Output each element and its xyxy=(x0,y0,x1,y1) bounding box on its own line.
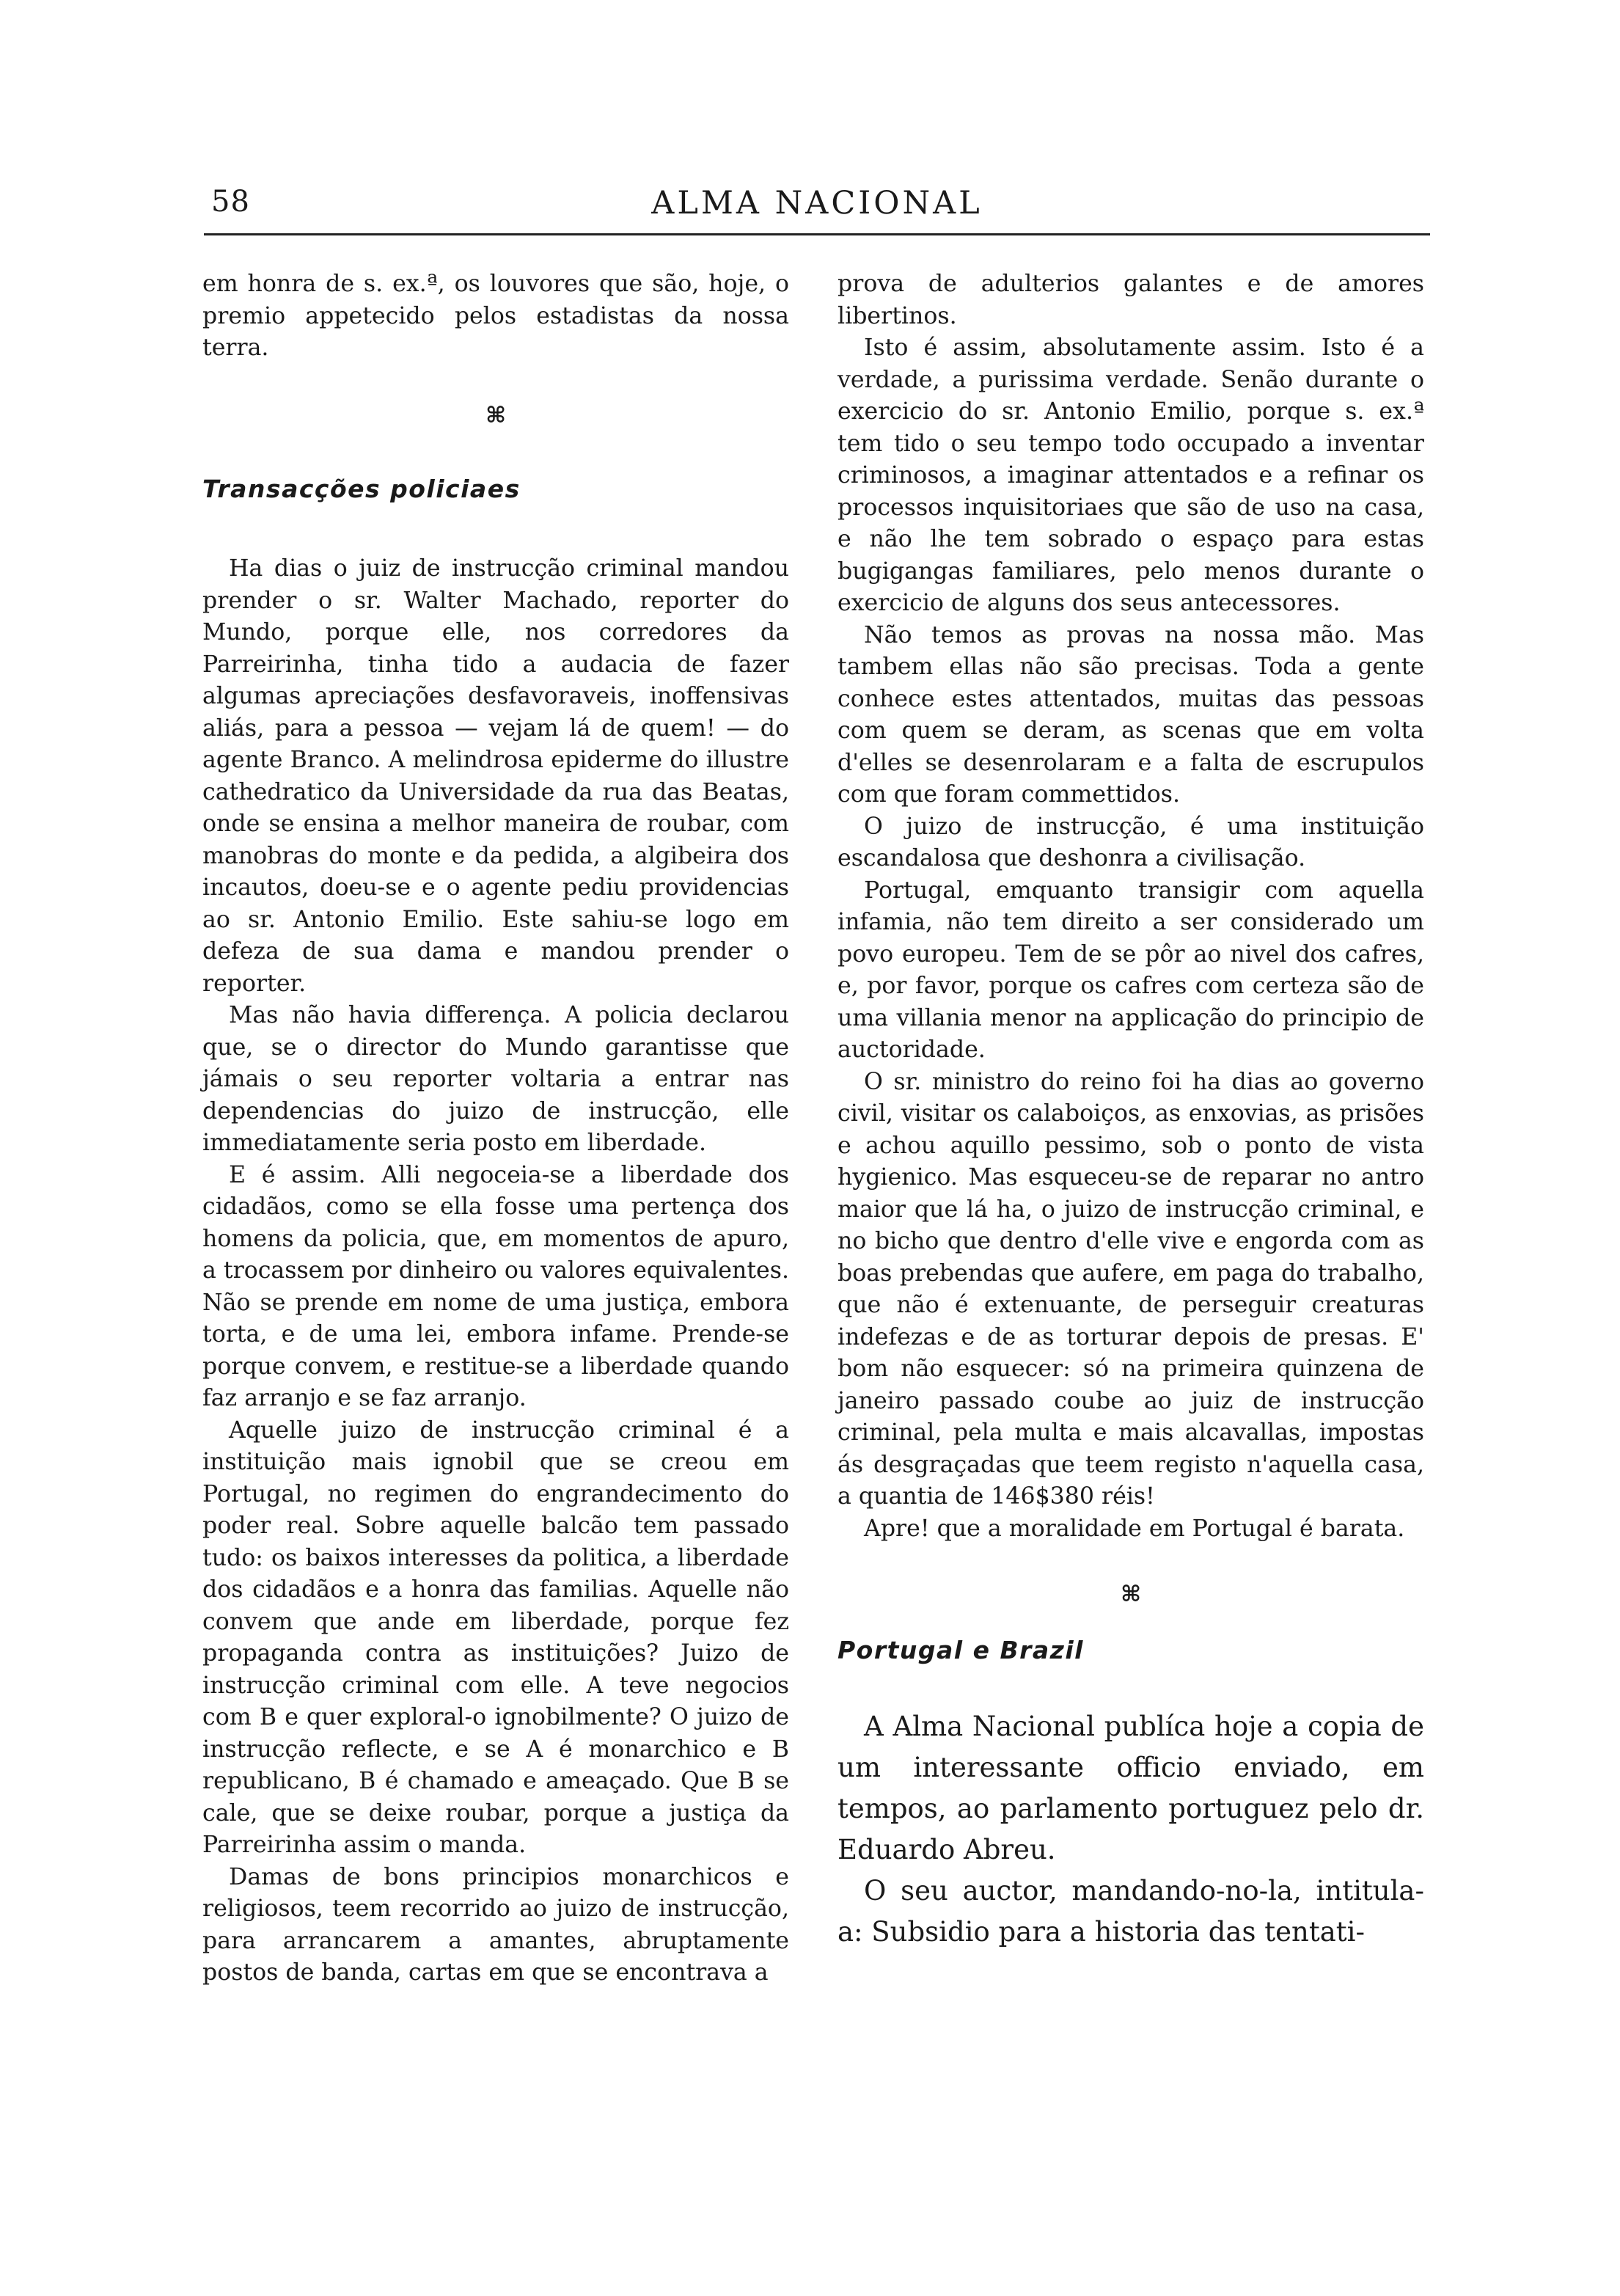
paragraph: A Alma Nacional publíca hoje a copia de um interessante officio enviado, em tempos, ao parlamento portuguez pelo dr. Eduardo Abreu. xyxy=(838,1710,1424,1865)
page-header xyxy=(204,185,1430,229)
paragraph: Apre! que a moralidade em Portugal é barata. xyxy=(864,1515,1405,1542)
paragraph: Ha dias o juiz de instrucção criminal mandou prender o sr. Walter Machado, reporter do Mundo, porque elle, nos corredores da Parreirinha, tinha tido a audacia de fazer algumas apreciações desfavoraveis, inoffensivas aliás, para a pessoa — vejam lá de quem! — do agente Branco. A melindrosa epiderme do illustre cathedratico da Universidade da rua das Beatas, onde se ensina a melhor maneira de roubar, com manobras do monte e da pedida, a algibeira dos incautos, doeu-se e o agente pediu providencias ao sr. Antonio Emilio. Este sahiu-se logo em defeza de sua dama e mandou prender o reporter. xyxy=(202,555,789,997)
paragraph: O juizo de instrucção, é uma instituição escandalosa que deshonra a civilisação. xyxy=(838,813,1424,871)
paragraph: Damas de bons principios monarchicos e religiosos, teem recorrido ao juizo de instrucção, para arrancarem a amantes, abruptamente postos de banda, cartas em que se encontrava a xyxy=(202,1863,789,1986)
article-intro xyxy=(838,1706,1424,1953)
paragraph: Não temos as provas na nossa mão. Mas tambem ellas não são precisas. Toda a gente conhece estes attentados, muitas das pessoas com quem se deram, as scenas que em volta d'elles se desenrolaram e a falta de escrupulos com que foram commettidos. xyxy=(838,621,1424,808)
section-ornament-icon: ⌘ xyxy=(485,402,506,428)
section-title-transaccoes: Transacções policiaes xyxy=(202,474,521,503)
section-title-portugal-brazil: Portugal e Brazil xyxy=(838,1636,1084,1664)
paragraph-continuation: prova de adulterios galantes e de amores libertinos. xyxy=(838,271,1424,329)
paragraph: Aquelle juizo de instrucção criminal é a instituição mais ignobil que se creou em Portugal, no regimen do engrandecimento do poder real. Sobre aquelle balcão tem passado tudo: os baixos interesses da politica, a liberdade dos cidadãos e a honra das familias. Aquelle não convem que ande em liberdade, porque fez propaganda contra as instituições? Juizo de instrucção criminal com elle. A teve negocios com B e quer exploral-o ignobilmente? O juizo de instrucção reflecte, e se A é monarchico e B republicano, B é chamado e ameaçado. Que B se cale, que se deixe roubar, porque a justiça da Parreirinha assim o manda. xyxy=(202,1416,789,1858)
right-column xyxy=(838,268,1424,1953)
section-ornament-icon: ⌘ xyxy=(1121,1582,1141,1607)
header-rule xyxy=(204,233,1430,235)
page-number: 58 xyxy=(211,185,250,219)
paragraph: O seu auctor, mandando-no-la, intitula-a: Subsidio para a historia das tentati- xyxy=(838,1874,1424,1948)
paragraph: O sr. ministro do reino foi ha dias ao governo civil, visitar os calaboiços, as enxovias, as prisões e achou aquillo pessimo, sob o ponto de vista hygienico. Mas esqueceu-se de reparar no antro maior que lá ha, o juizo de instrucção criminal, e no bicho que dentro d'elle vive e engorda com as boas prebendas que aufere, em paga do trabalho, que não é extenuante, de perseguir creaturas indefezas e de as torturar depois de presas. E' bom não esquecer: só na primeira quinzena de janeiro passado coube ao juiz de instrucção criminal, pela multa e mais alcavallas, impostas ás desgraçadas que teem registo n'aquella casa, a quantia de 146$380 réis! xyxy=(838,1068,1424,1510)
running-title: ALMA NACIONAL xyxy=(651,185,983,222)
paragraph: Mas não havia differença. A policia declarou que, se o director do Mundo garantisse que jámais o seu reporter voltaria a entrar nas dependencias do juizo de instrucção, elle immediatamente seria posto em liberdade. xyxy=(202,1002,789,1156)
paragraph: Portugal, emquanto transigir com aquella infamia, não tem direito a ser considerado um povo europeu. Tem de se pôr ao nivel dos cafres, e, por favor, porque os cafres com certeza são de uma villania menor na applicação do principio de auctoridade. xyxy=(838,877,1424,1063)
paragraph-continuation: em honra de s. ex.ª, os louvores que são, hoje, o premio appetecido pelos estadistas da nossa terra. xyxy=(202,271,789,361)
left-column xyxy=(202,268,789,1989)
paragraph: Isto é assim, absolutamente assim. Isto é a verdade, a purissima verdade. Senão durante o exercicio do sr. Antonio Emilio, porque s. ex.ª tem tido o seu tempo todo occupado a inventar criminosos, a imaginar attentados e a refinar os processos inquisitoriaes que são de uso na casa, e não lhe tem sobrado o espaço para estas bugigangas familiares, pelo menos durante o exercicio de alguns dos seus antecessores. xyxy=(838,334,1424,616)
paragraph: E é assim. Alli negoceia-se a liberdade dos cidadãos, como se ella fosse uma pertença dos homens da policia, que, em momentos de apuro, a trocassem por dinheiro ou valores equivalentes. Não se prende em nome de uma justiça, embora torta, e de uma lei, embora infame. Prende-se porque convem, e restitue-se a liberdade quando faz arranjo e se faz arranjo. xyxy=(202,1161,789,1411)
